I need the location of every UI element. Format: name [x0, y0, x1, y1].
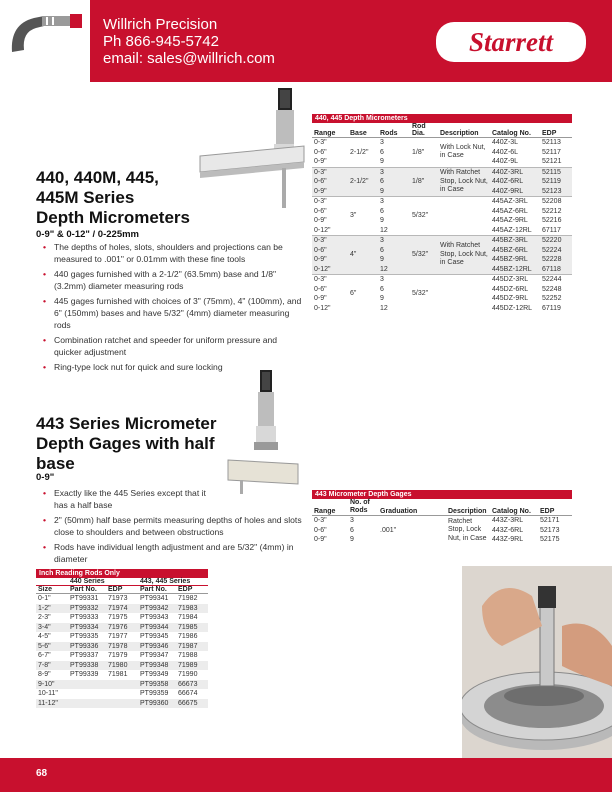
bullet-item: • 445 gages furnished with choices of 3" (75mm), 4" (100mm), and 6" (150mm) bases and have 5/32" (4mm) diameter measuring rods	[40, 296, 304, 331]
cell-description	[438, 275, 490, 314]
column-header: EDP	[176, 586, 208, 594]
section1-subtitle: 0-9" & 0-12" / 0-225mm	[36, 229, 140, 240]
table-row	[36, 613, 208, 623]
column-header: Part No.	[68, 586, 106, 594]
table-header-row	[312, 499, 572, 516]
cell-edp: 52208	[540, 197, 572, 207]
cell-edp: 71980	[106, 661, 138, 671]
table-row	[36, 699, 208, 709]
cell-part-no: PT99336	[68, 642, 106, 652]
cell-rods: 12	[380, 226, 388, 234]
cell-part-no: PT99360	[138, 699, 176, 709]
table-row	[312, 167, 572, 177]
micrometer-logo-icon	[0, 0, 90, 82]
bullet-item: • The depths of holes, slots, shoulders and projections can be measured to .001" or 0.01mm with these fine tools	[40, 242, 304, 265]
cell-edp: 71982	[178, 595, 198, 602]
cell-base: 3"	[348, 197, 378, 236]
brand-name: Starrett	[468, 27, 554, 57]
cell-catalog: 445BZ-9RL	[490, 255, 540, 265]
column-header: Graduation	[378, 499, 446, 516]
cell-part-no	[68, 699, 106, 709]
cell-base: 4"	[348, 236, 378, 275]
cell-rods: 9	[350, 536, 354, 543]
table-row	[36, 623, 208, 633]
cell-part-no: PT99339	[70, 671, 99, 678]
cell-catalog: 445DZ-12RL	[492, 304, 533, 312]
cell-edp	[106, 680, 138, 690]
cell-size: 2-3"	[38, 614, 51, 621]
cell-rods: 12	[378, 265, 410, 275]
cell-edp: 71988	[178, 652, 198, 659]
cell-edp: 71975	[108, 614, 128, 621]
page-number: 68	[36, 768, 48, 779]
cell-rods: 3	[378, 275, 410, 285]
depth-micrometer-image	[196, 86, 306, 212]
column-header: Description	[438, 123, 490, 138]
cell-edp: 52252	[542, 295, 562, 302]
cell-rod-dia: 5/32"	[410, 275, 438, 314]
cell-range: 0-6"	[314, 207, 327, 215]
cell-catalog: 445AZ-12RL	[492, 226, 532, 234]
cell-catalog: 445AZ-9RL	[492, 217, 528, 224]
cell-range: 0-9"	[314, 158, 327, 165]
section2-bullets	[40, 488, 302, 570]
cell-catalog: 445DZ-9RL	[492, 295, 529, 302]
cell-rods: 9	[380, 158, 384, 165]
brand-logo	[436, 22, 586, 62]
cell-size: 8-9"	[38, 671, 51, 678]
bullet-item: • Ring-type lock nut for quick and sure locking	[40, 362, 304, 374]
column-header: Base	[348, 123, 378, 138]
cell-part-no	[68, 689, 106, 699]
cell-edp: 71989	[176, 661, 208, 671]
half-base-gage-image	[222, 368, 302, 494]
cell-catalog: 445BZ-12RL	[490, 265, 540, 275]
cell-range: 0-3"	[312, 197, 348, 207]
cell-part-no: PT99348	[138, 661, 176, 671]
cell-edp: 52119	[540, 177, 572, 187]
cell-size: 9-10"	[36, 680, 68, 690]
cell-part-no: PT99335	[70, 633, 99, 640]
cell-edp: 71978	[106, 642, 138, 652]
cell-rod-dia: 1/8"	[410, 167, 438, 197]
cell-edp: 71987	[176, 642, 208, 652]
cell-size: 5-6"	[36, 642, 68, 652]
table-row	[36, 680, 208, 690]
section1-bullets	[40, 242, 304, 378]
cell-catalog: 445BZ-6RL	[490, 246, 540, 256]
cell-edp: 71983	[176, 604, 208, 614]
cell-edp: 71986	[178, 633, 198, 640]
cell-edp: 52248	[542, 285, 562, 293]
bullet-item: • 2" (50mm) half base permits measuring depths of holes and slots close to shoulders and between obstructions	[40, 515, 302, 538]
table-row	[312, 516, 572, 526]
cell-edp: 52123	[540, 187, 572, 197]
cell-edp	[106, 689, 138, 699]
cell-base: 2-1/2"	[348, 167, 378, 197]
bullet-item: • Rods have individual length adjustment and are 5/32" (4mm) in diameter	[40, 542, 302, 565]
cell-part-no: PT99341	[140, 595, 169, 602]
cell-edp: 66675	[176, 699, 208, 709]
product-photo	[462, 566, 612, 758]
page-header	[0, 0, 612, 82]
cell-range: 0-9"	[312, 187, 348, 197]
table-row	[36, 670, 208, 680]
cell-edp: 52175	[540, 536, 560, 543]
cell-rods: 6	[380, 207, 384, 215]
cell-edp: 67117	[542, 226, 561, 234]
cell-edp: 71979	[108, 652, 128, 659]
group-header: 443, 445 Series	[138, 578, 208, 586]
column-header: Rod Dia.	[410, 123, 438, 138]
cell-range: 0-9"	[314, 217, 327, 224]
table-row	[36, 632, 208, 642]
cell-rods: 6	[378, 246, 410, 256]
cell-edp: 52228	[540, 255, 572, 265]
cell-part-no: PT99338	[68, 661, 106, 671]
table-group-header-row	[36, 578, 208, 586]
depth-micrometers-table	[312, 114, 572, 313]
column-header: Size	[36, 586, 68, 594]
cell-edp: 52224	[540, 246, 572, 256]
cell-catalog: 445AZ-6RL	[492, 207, 528, 215]
cell-catalog: 445DZ-3RL	[490, 275, 540, 285]
cell-description: Ratchet Stop, Lock Nut, in Case	[446, 516, 490, 545]
cell-range: 0-9"	[314, 536, 327, 543]
cell-edp: 71985	[176, 623, 208, 633]
cell-edp: 52115	[540, 167, 572, 177]
cell-range: 0-3"	[312, 275, 348, 285]
cell-rod-dia: 5/32"	[410, 197, 438, 236]
cell-edp: 67118	[540, 265, 572, 275]
table-row	[312, 197, 572, 207]
cell-catalog: 443Z-3RL	[490, 516, 538, 526]
cell-size: 11-12"	[36, 699, 68, 709]
cell-size: 3-4"	[36, 623, 68, 633]
column-header: Description	[446, 499, 490, 516]
column-header: EDP	[540, 123, 572, 138]
cell-catalog: 440Z-3L	[490, 138, 540, 148]
cell-part-no: PT99333	[70, 614, 99, 621]
cell-part-no: PT99331	[70, 595, 99, 602]
cell-catalog: 440Z-6L	[492, 148, 519, 156]
column-header: Catalog No.	[490, 499, 538, 516]
cell-range: 0-3"	[312, 167, 348, 177]
table-title: 443 Micrometer Depth Gages	[312, 490, 572, 499]
column-header: EDP	[106, 586, 138, 594]
cell-edp: 66674	[178, 690, 198, 697]
section2-title-line1: 443 Series Micrometer	[36, 414, 217, 433]
cell-description: With Lock Nut, in Case	[438, 138, 490, 168]
cell-range: 0-9"	[312, 255, 348, 265]
cell-rods: 6	[380, 148, 384, 156]
cell-edp: 71990	[178, 671, 198, 678]
cell-catalog: 440Z-9RL	[490, 187, 540, 197]
cell-rods: 6	[380, 285, 384, 293]
cell-size: 6-7"	[38, 652, 51, 659]
section2-title-line2: Depth Gages with half	[36, 434, 215, 453]
cell-range: 0-12"	[312, 265, 348, 275]
cell-edp: 71984	[178, 614, 198, 621]
cell-rods: 9	[378, 255, 410, 265]
cell-edp: 71973	[108, 595, 128, 602]
cell-catalog: 445BZ-3RL	[490, 236, 540, 246]
cell-edp: 71981	[108, 671, 128, 678]
table-row	[36, 651, 208, 661]
section2-title	[36, 414, 217, 474]
table-header-row	[36, 586, 208, 594]
cell-rods: 3	[378, 236, 410, 246]
cell-catalog: 440Z-9L	[492, 158, 519, 165]
bullet-item: • 440 gages furnished with a 2-1/2" (63.5mm) base and 1/8" (3.2mm) diameter measuring rods	[40, 269, 304, 292]
cell-rods: 3	[378, 197, 410, 207]
section2-subtitle: 0-9"	[36, 472, 55, 483]
bullet-item: • Exactly like the 445 Series except that it has a half base	[40, 488, 220, 511]
company-name: Willrich Precision	[103, 16, 218, 33]
cell-range: 0-6"	[314, 526, 327, 534]
cell-description: With Ratchet Stop, Lock Nut, in Case	[438, 236, 490, 275]
table-header-row	[312, 123, 572, 138]
cell-range: 0-3"	[312, 516, 348, 526]
cell-part-no: PT99343	[140, 614, 169, 621]
cell-range: 0-6"	[314, 148, 327, 156]
cell-edp: 52117	[542, 148, 561, 156]
bullet-item: • Combination ratchet and speeder for uniform pressure and quicker adjustment	[40, 335, 304, 358]
cell-part-no: PT99347	[140, 652, 169, 659]
cell-edp: 71976	[106, 623, 138, 633]
cell-range: 0-9"	[314, 295, 327, 302]
cell-size: 1-2"	[36, 604, 68, 614]
cell-edp: 71974	[106, 604, 138, 614]
cell-edp: 52244	[540, 275, 572, 285]
cell-catalog: 440Z-3RL	[490, 167, 540, 177]
cell-part-no: PT99358	[138, 680, 176, 690]
cell-part-no: PT99334	[68, 623, 106, 633]
cell-rods: 6	[378, 177, 410, 187]
cell-edp: 67119	[542, 304, 561, 312]
cell-catalog: 443Z-6RL	[492, 526, 524, 534]
cell-graduation: .001"	[378, 516, 446, 545]
cell-range: 0-6"	[314, 285, 327, 293]
cell-catalog: 445DZ-6RL	[492, 285, 529, 293]
cell-description: With Ratchet Stop, Lock Nut, in Case	[438, 167, 490, 197]
cell-size: 0-1"	[38, 595, 51, 602]
cell-rods: 3	[348, 516, 378, 526]
cell-catalog: 440Z-6RL	[490, 177, 540, 187]
cell-rods: 9	[380, 295, 384, 302]
cell-rods: 3	[378, 138, 410, 148]
cell-rods: 3	[378, 167, 410, 177]
table-row	[36, 661, 208, 671]
half-base-gages-table	[312, 490, 572, 545]
table-row	[36, 594, 208, 604]
table-row	[312, 236, 572, 246]
column-header: EDP	[538, 499, 572, 516]
table-row	[36, 604, 208, 614]
cell-part-no: PT99332	[68, 604, 106, 614]
column-header: Range	[312, 499, 348, 516]
column-header: Part No.	[138, 586, 176, 594]
cell-edp: 52173	[540, 526, 560, 534]
cell-rods: 9	[380, 217, 384, 224]
table-title: 440, 445 Depth Micrometers	[312, 114, 572, 123]
section1-title	[36, 168, 190, 228]
contact-block	[103, 16, 275, 67]
cell-size: 7-8"	[36, 661, 68, 671]
section2-title-line3: base	[36, 454, 75, 473]
cell-edp: 52171	[538, 516, 572, 526]
column-header: Catalog No.	[490, 123, 540, 138]
column-header: No. of Rods	[348, 499, 378, 516]
cell-range: 0-3"	[312, 236, 348, 246]
cell-catalog: 443Z-9RL	[492, 536, 524, 543]
group-header: 440 Series	[68, 578, 138, 586]
cell-edp: 71977	[108, 633, 128, 640]
cell-part-no: PT99359	[140, 690, 169, 697]
cell-edp: 52113	[540, 138, 572, 148]
cell-part-no: PT99345	[140, 633, 169, 640]
cell-catalog: 445AZ-3RL	[490, 197, 540, 207]
cell-edp: 66673	[176, 680, 208, 690]
section1-title-line3: Depth Micrometers	[36, 208, 190, 227]
cell-part-no: PT99349	[140, 671, 169, 678]
cell-range: 0-12"	[314, 304, 331, 312]
cell-part-no: PT99337	[70, 652, 99, 659]
section1-title-line2: 445M Series	[36, 188, 135, 207]
page-footer	[0, 758, 612, 792]
cell-rod-dia: 5/32"	[410, 236, 438, 275]
cell-rod-dia: 1/8"	[410, 138, 438, 168]
table-row	[312, 138, 572, 148]
phone-number: Ph 866-945-5742	[103, 33, 219, 50]
table-row	[312, 275, 572, 285]
cell-edp: 52121	[542, 158, 562, 165]
cell-part-no	[68, 680, 106, 690]
cell-range: 0-6"	[312, 177, 348, 187]
cell-edp: 52212	[542, 207, 562, 215]
column-header: Rods	[378, 123, 410, 138]
section1-title-line1: 440, 440M, 445,	[36, 168, 159, 187]
cell-size: 10-11"	[38, 690, 58, 697]
cell-base: 2-1/2"	[348, 138, 378, 168]
cell-base: 6"	[348, 275, 378, 314]
cell-part-no: PT99346	[138, 642, 176, 652]
cell-rods: 6	[350, 526, 354, 534]
cell-description	[438, 197, 490, 236]
cell-edp	[106, 699, 138, 709]
column-header: Range	[312, 123, 348, 138]
rods-only-table	[36, 569, 208, 708]
cell-edp: 52220	[540, 236, 572, 246]
table-title: Inch Reading Rods Only	[36, 569, 208, 578]
cell-range: 0-6"	[312, 246, 348, 256]
cell-range: 0-3"	[312, 138, 348, 148]
table-row	[36, 642, 208, 652]
cell-range: 0-12"	[314, 226, 331, 234]
cell-part-no: PT99342	[138, 604, 176, 614]
cell-rods: 12	[380, 304, 388, 312]
cell-part-no: PT99344	[138, 623, 176, 633]
cell-rods: 9	[378, 187, 410, 197]
cell-edp: 52216	[542, 217, 562, 224]
table-row	[36, 689, 208, 699]
cell-size: 4-5"	[38, 633, 51, 640]
email-address[interactable]: email: sales@willrich.com	[103, 50, 275, 67]
